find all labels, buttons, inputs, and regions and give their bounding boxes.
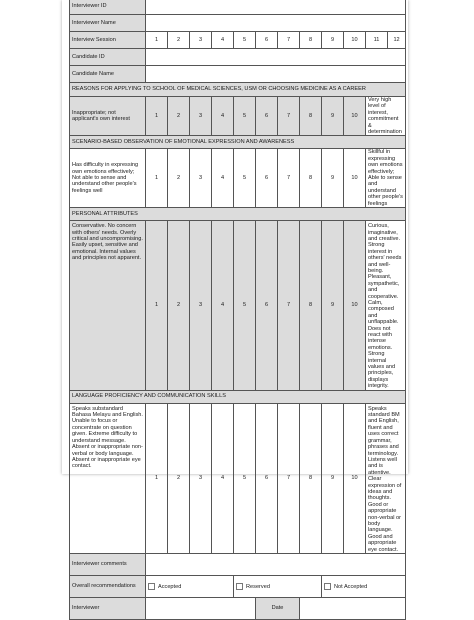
score-cell[interactable]: 2 [168,97,190,136]
score-cell[interactable]: 8 [300,403,322,553]
date-label: Date [256,598,300,620]
score-cell[interactable]: 2 [168,403,190,553]
option-reserved[interactable] [234,576,322,598]
score-cell[interactable]: 10 [344,149,366,208]
high-anchor-language: Speaks standard BM and English, fluent and uses correct grammar, phrases and terminology. Listens well and is attentive. Clear expression of ideas and thoughts. Good or appropriate non-verbal or body language. Good and appropriate eye contact. [366,403,406,553]
session-cell[interactable]: 10 [344,32,366,49]
option-accepted-label: Accepted [158,583,182,590]
date-field[interactable] [300,598,406,620]
low-anchor-personal: Conservative. No concern with others' needs. Overly critical and uncompromising. Easily upset, sensitive and emotional. Internal values and principles not apparent. [70,221,146,391]
interview-session-label: Interview Session [70,32,146,49]
session-cell[interactable]: 2 [168,32,190,49]
score-cell[interactable]: 2 [168,221,190,391]
score-cell[interactable]: 10 [344,403,366,553]
section-header-reasons [70,83,406,97]
high-anchor-emotional: Skillful in expressing own emotions effectively; Able to sense and understand other people's feelings [366,149,406,208]
score-cell[interactable]: 3 [190,149,212,208]
interviewer-signature-field[interactable] [146,598,256,620]
score-cell[interactable]: 4 [212,149,234,208]
interviewer-id-field[interactable] [146,0,406,15]
score-cell[interactable]: 10 [344,97,366,136]
form-sheet [62,0,408,612]
score-cell[interactable]: 4 [212,97,234,136]
comments-field[interactable] [146,554,406,576]
score-cell[interactable]: 10 [344,221,366,391]
option-not-accepted[interactable] [322,576,406,598]
checkbox-icon[interactable] [324,583,331,590]
score-cell[interactable]: 3 [190,221,212,391]
session-cell[interactable]: 9 [322,32,344,49]
score-cell[interactable]: 9 [322,97,344,136]
rating-row-personal [70,221,406,391]
score-cell[interactable]: 7 [278,403,300,553]
section-header-emotional [70,136,406,149]
section-title-reasons: REASONS FOR APPLYING TO SCHOOL OF MEDICAL SCIENCES, USM OR CHOOSING MEDICINE AS A CAREER [70,83,406,97]
comments-row [70,554,406,576]
score-cell[interactable]: 5 [234,403,256,553]
rating-row-reasons [70,97,406,136]
interviewer-name-field[interactable] [146,15,406,32]
score-cell[interactable]: 4 [212,403,234,553]
session-cell[interactable]: 1 [146,32,168,49]
score-cell[interactable]: 1 [146,403,168,553]
section-title-emotional: SCENARIO-BASED OBSERVATION OF EMOTIONAL EXPRESSION AND AWARENESS [70,136,406,149]
score-cell[interactable]: 1 [146,221,168,391]
session-cell[interactable]: 6 [256,32,278,49]
comments-label: Interviewer comments [70,554,146,576]
option-accepted[interactable] [146,576,234,598]
candidate-name-row [70,66,406,83]
option-not-accepted-label: Not Accepted [334,583,368,590]
rating-row-language [70,403,406,553]
high-anchor-personal: Curious, imaginative, and creative. Strong interest in others' needs and well-being. Pleasant, sympathetic, and cooperative. Calm, composed and unflappable. Does not react with intense emotions. Strong internal values and principles, displays integrity. [366,221,406,391]
score-cell[interactable]: 3 [190,403,212,553]
interviewer-id-row [70,0,406,15]
session-cell[interactable]: 5 [234,32,256,49]
recommendation-row [70,576,406,598]
score-cell[interactable]: 9 [322,149,344,208]
score-cell[interactable]: 1 [146,97,168,136]
score-cell[interactable]: 3 [190,97,212,136]
score-cell[interactable]: 5 [234,149,256,208]
option-reserved-label: Reserved [246,583,270,590]
signature-row [70,598,406,620]
interviewer-name-row [70,15,406,32]
high-anchor-reasons: Very high level of interest, commitment & determination [366,97,406,136]
checkbox-icon[interactable] [236,583,243,590]
low-anchor-emotional: Has difficulty in expressing own emotions effectively; Not able to sense and understand other people's feelings well [70,149,146,208]
score-cell[interactable]: 7 [278,221,300,391]
session-cell[interactable]: 3 [190,32,212,49]
overall-recommendations-label: Overall recommendations [70,576,146,598]
candidate-id-field[interactable] [146,49,406,66]
score-cell[interactable]: 5 [234,97,256,136]
interview-assessment-form [69,0,406,620]
score-cell[interactable]: 8 [300,149,322,208]
session-cell[interactable]: 8 [300,32,322,49]
checkbox-icon[interactable] [148,583,155,590]
score-cell[interactable]: 6 [256,149,278,208]
section-header-language [70,390,406,403]
score-cell[interactable]: 9 [322,221,344,391]
session-cell[interactable]: 11 [366,32,388,49]
score-cell[interactable]: 6 [256,221,278,391]
score-cell[interactable]: 2 [168,149,190,208]
score-cell[interactable]: 9 [322,403,344,553]
score-cell[interactable]: 7 [278,149,300,208]
section-header-personal [70,208,406,221]
session-cell[interactable]: 12 [388,32,406,49]
section-title-language: LANGUAGE PROFICIENCY AND COMMUNICATION SKILLS [70,390,406,403]
candidate-name-field[interactable] [146,66,406,83]
candidate-id-row [70,49,406,66]
interviewer-id-label: Interviewer ID [70,0,146,15]
candidate-name-label: Candidate Name [70,66,146,83]
score-cell[interactable]: 1 [146,149,168,208]
interviewer-name-label: Interviewer Name [70,15,146,32]
interviewer-signature-label: Interviewer [70,598,146,620]
section-title-personal: PERSONAL ATTRIBUTES [70,208,406,221]
low-anchor-reasons: Inappropriate; not applicant's own interest [70,97,146,136]
low-anchor-language: Speaks substandard Bahasa Melayu and English. Unable to focus or concentrate on question given. Extreme difficulty to understand message. Absent or inappropriate non-verbal or body language. Absent or inappropriate eye contact. [70,403,146,553]
score-cell[interactable]: 4 [212,221,234,391]
session-cell[interactable]: 4 [212,32,234,49]
score-cell[interactable]: 6 [256,97,278,136]
session-cell[interactable]: 7 [278,32,300,49]
score-cell[interactable]: 8 [300,97,322,136]
score-cell[interactable]: 5 [234,221,256,391]
score-cell[interactable]: 8 [300,221,322,391]
candidate-id-label: Candidate ID [70,49,146,66]
rating-row-emotional [70,149,406,208]
score-cell[interactable]: 7 [278,97,300,136]
score-cell[interactable]: 6 [256,403,278,553]
interview-session-row [70,32,406,49]
